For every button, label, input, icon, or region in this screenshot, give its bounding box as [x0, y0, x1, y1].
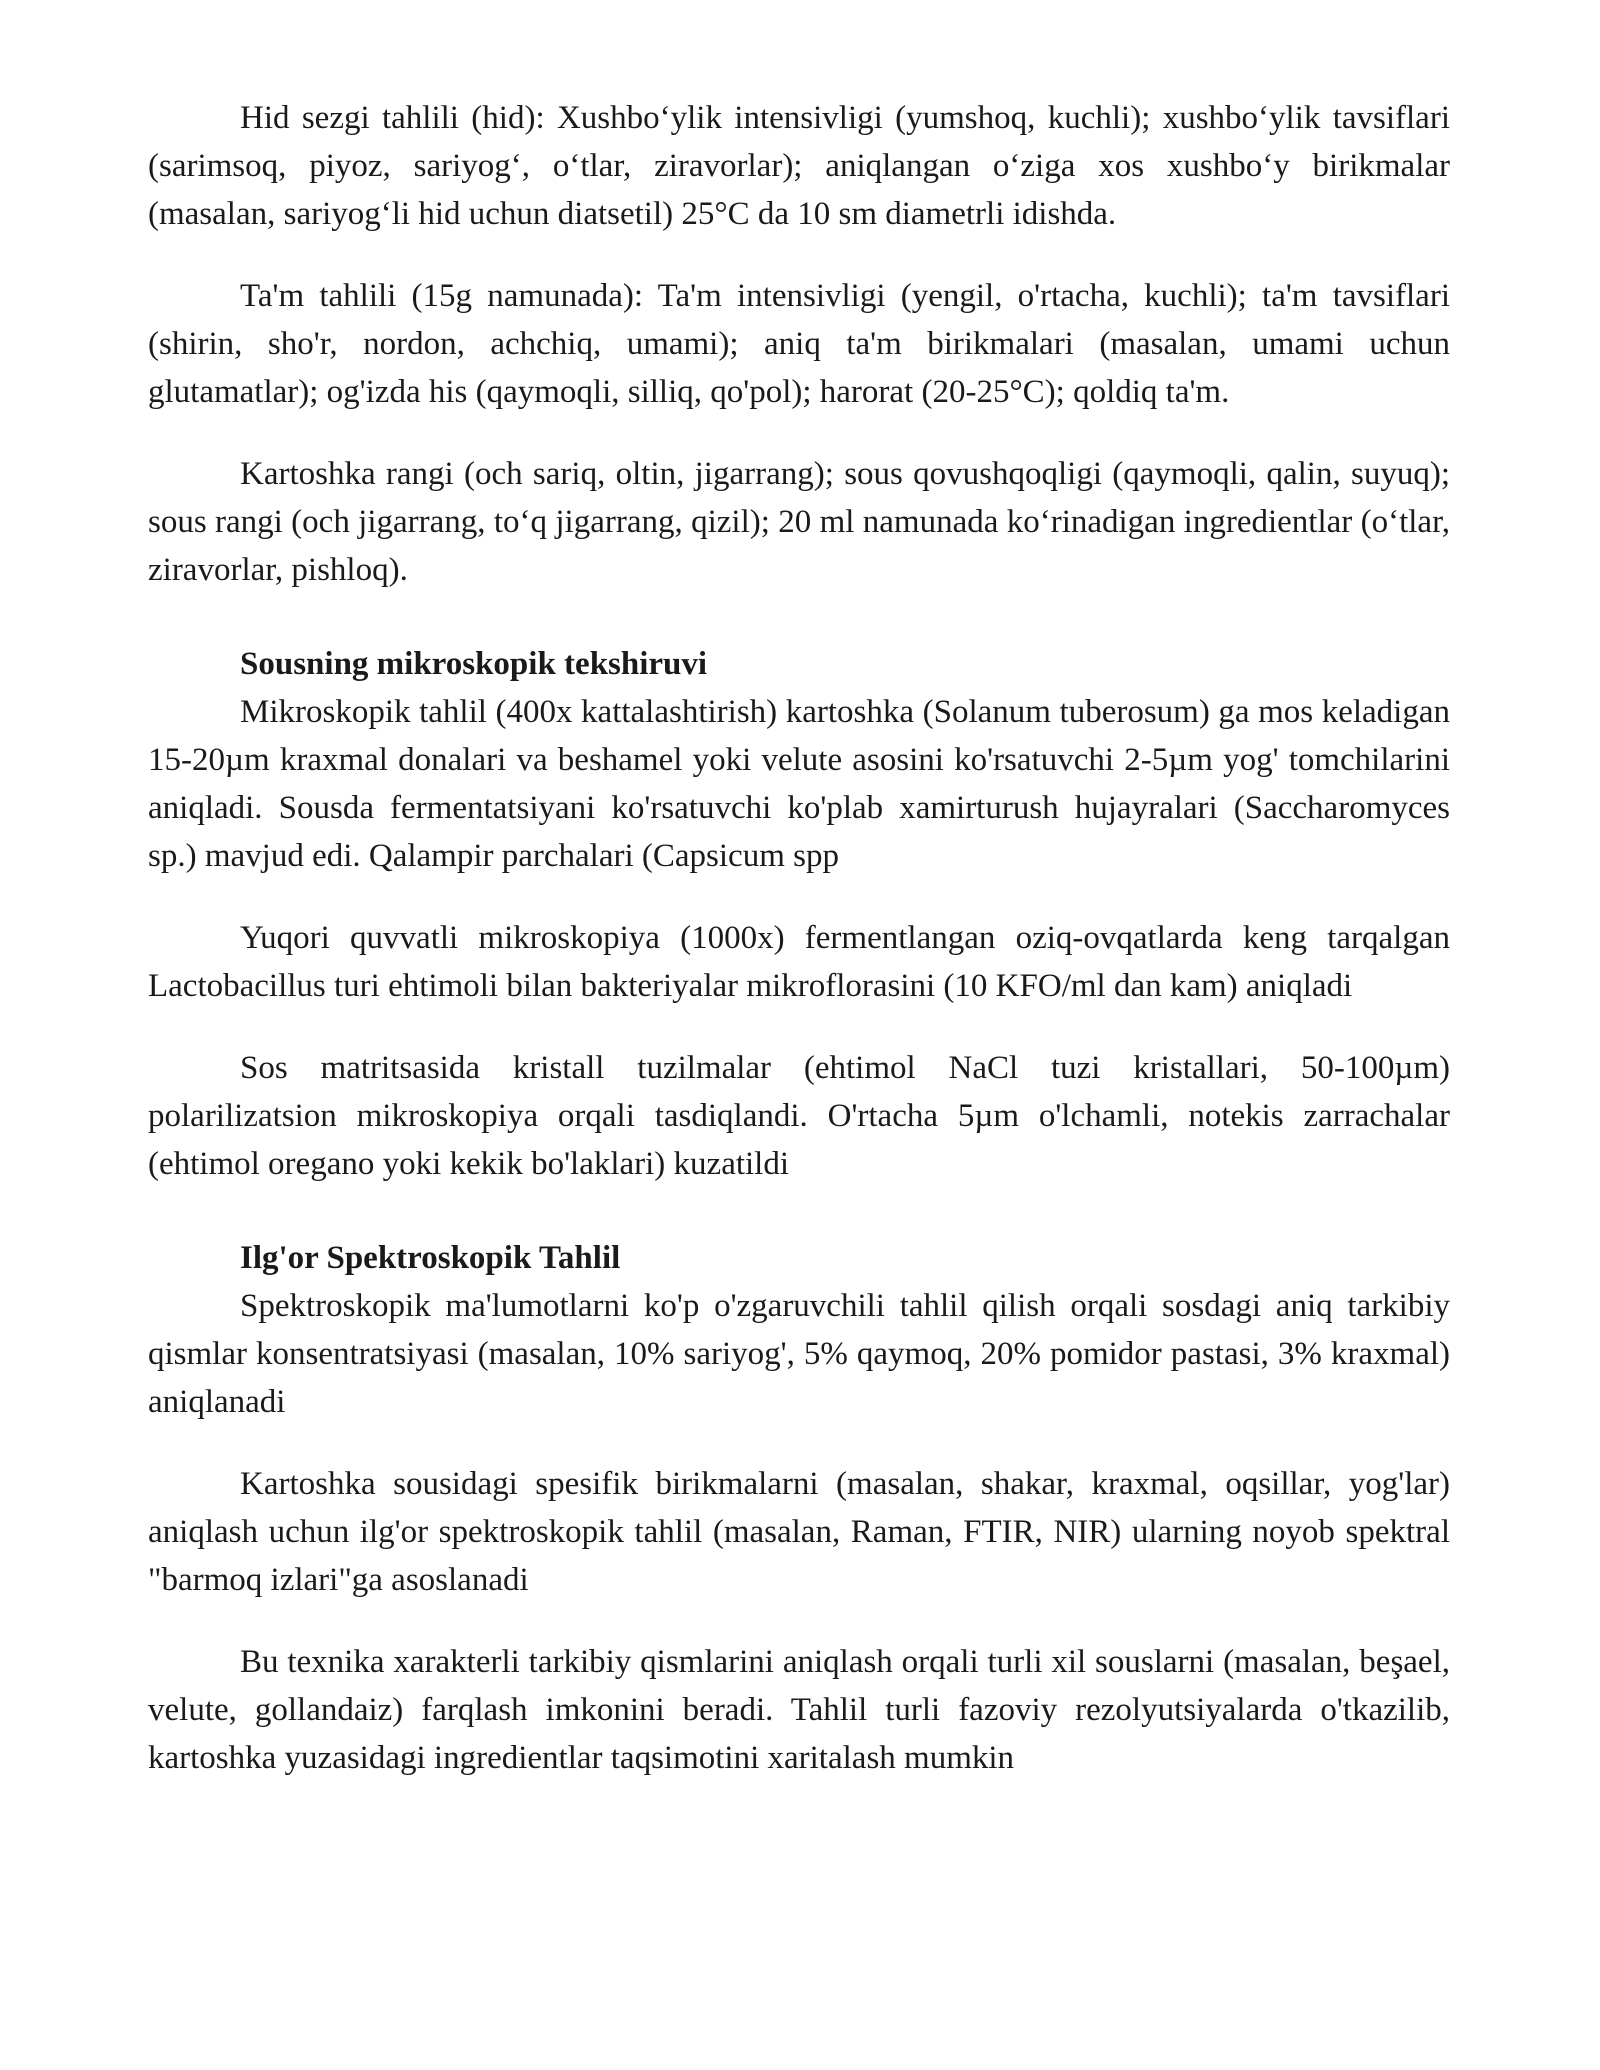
paragraph-microscopy-1: Mikroskopik tahlil (400x kattalashtirish) kartoshka (Solanum tuberosum) ga mos keladigan 15-20µm kraxmal donalari va beshamel yoki velute asosini ko'rsatuvchi 2-5µm yog' tomchilarini aniqladi. Sousda fermentatsiyani ko'rsatuvchi ko'plab xamirturush hujayralari (Saccharomyces sp.) mavjud edi. Qalampir parchalari (Capsicum spp — [148, 694, 1450, 874]
heading-microscopy: Sousning mikroskopik tekshiruvi — [240, 646, 708, 682]
paragraph-spectroscopy-1: Spektroskopik ma'lumotlarni ko'p o'zgaruvchili tahlil qilish orqali sosdagi aniq tarkibiy qismlar konsentratsiyasi (masalan, 10% sariyog', 5% qaymoq, 20% pomidor pastasi, 3% kraxmal) aniqlanadi — [148, 1288, 1450, 1420]
paragraph-microscopy-2: Yuqori quvvatli mikroskopiya (1000x) fermentlangan oziq-ovqatlarda keng tarqalgan Lactobacillus turi ehtimoli bilan bakteriyalar mikroflorasini (10 KFO/ml dan kam) aniqladi — [148, 920, 1450, 1004]
document-page — [148, 94, 1450, 1816]
paragraph-smell-analysis: Hid sezgi tahlili (hid): Xushbo‘ylik intensivligi (yumshoq, kuchli); xushbo‘ylik tavsiflari (sarimsoq, piyoz, sariyog‘, o‘tlar, ziravorlar); aniqlangan o‘ziga xos xushbo‘y birikmalar (masalan, sariyog‘li hid uchun diatsetil) 25°C da 10 sm diametrli idishda. — [148, 100, 1450, 232]
paragraph-visual-analysis: Kartoshka rangi (och sariq, oltin, jigarrang); sous qovushqoqligi (qaymoqli, qalin, suyuq); sous rangi (och jigarrang, to‘q jigarrang, qizil); 20 ml namunada ko‘rinadigan ingredientlar (o‘tlar, ziravorlar, pishloq). — [148, 456, 1450, 588]
paragraph-microscopy-3: Sos matritsasida kristall tuzilmalar (ehtimol NaCl tuzi kristallari, 50-100µm) polarilizatsion mikroskopiya orqali tasdiqlandi. O'rtacha 5µm o'lchamli, notekis zarrachalar (ehtimol oregano yoki kekik bo'laklari) kuzatildi — [148, 1050, 1450, 1182]
heading-spectroscopy: Ilg'or Spektroskopik Tahlil — [240, 1240, 621, 1276]
paragraph-spectroscopy-2: Kartoshka sousidagi spesifik birikmalarni (masalan, shakar, kraxmal, oqsillar, yog'lar) aniqlash uchun ilg'or spektroskopik tahlil (masalan, Raman, FTIR, NIR) ularning noyob spektral "barmoq izlari"ga asoslanadi — [148, 1466, 1450, 1598]
paragraph-spectroscopy-3: Bu texnika xarakterli tarkibiy qismlarini aniqlash orqali turli xil souslarni (masalan, beşael, velute, gollandaiz) farqlash imkonini beradi. Tahlil turli fazoviy rezolyutsiyalarda o'tkazilib, kartoshka yuzasidagi ingredientlar taqsimotini xaritalash mumkin — [148, 1644, 1450, 1776]
paragraph-taste-analysis: Ta'm tahlili (15g namunada): Ta'm intensivligi (yengil, o'rtacha, kuchli); ta'm tavsiflari (shirin, sho'r, nordon, achchiq, umami); aniq ta'm birikmalari (masalan, umami uchun glutamatlar); og'izda his (qaymoqli, silliq, qo'pol); harorat (20-25°C); qoldiq ta'm. — [148, 278, 1450, 410]
